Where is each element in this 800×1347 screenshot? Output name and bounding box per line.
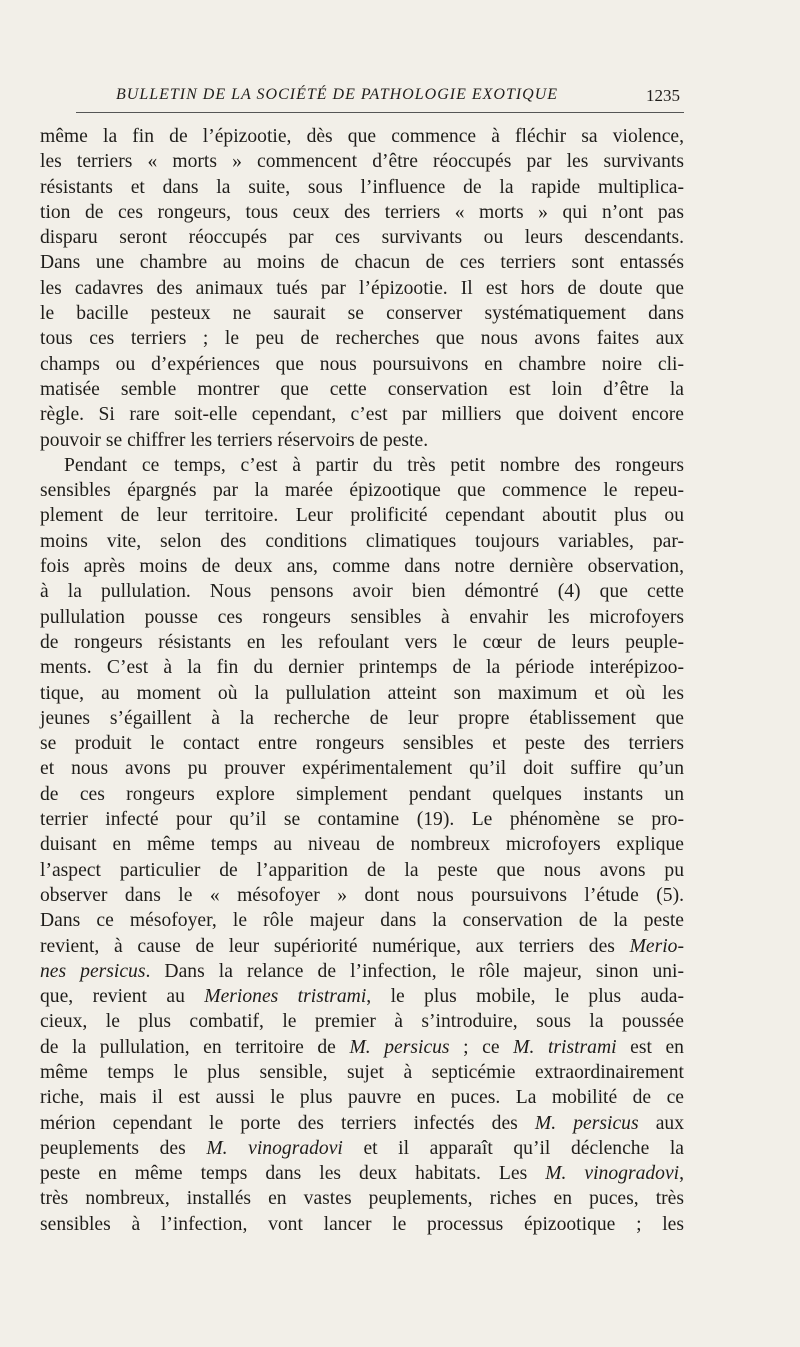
text-line: moins vite, selon des conditions climatiques toujours variables, par-	[40, 530, 684, 552]
text-line: se produit le contact entre rongeurs sensibles et peste des terriers	[40, 733, 684, 755]
text-line: champs ou d’expériences que nous poursuivons en chambre noire cli-	[40, 353, 684, 375]
text-line: Pendant ce temps, c’est à partir du très petit nombre des rongeurs	[64, 454, 684, 476]
text-line: fois après moins de deux ans, comme dans notre dernière observation,	[40, 556, 684, 578]
text-line: le bacille pesteux ne saurait se conserver systématiquement dans	[40, 303, 684, 325]
text-line: et nous avons pu prouver expérimentalement qu’il doit suffire qu’un	[40, 758, 684, 780]
text-line: de rongeurs résistants en les refoulant vers le cœur de leurs peuple-	[40, 631, 684, 653]
text-line: de ces rongeurs explore simplement pendant quelques instants un	[40, 783, 684, 805]
text-line: sensibles épargnés par la marée épizootique que commence le repeu-	[40, 480, 684, 502]
text-line: tique, au moment où la pullulation atteint son maximum et où les	[40, 682, 684, 704]
text-line: revient, à cause de leur supériorité numérique, aux terriers des Merio-	[40, 935, 684, 957]
text-line: les terriers « morts » commencent d’être réoccupés par les survivants	[40, 151, 684, 173]
text-line: les cadavres des animaux tués par l’épizootie. Il est hors de doute que	[40, 277, 684, 299]
text-line: riche, mais il est aussi le plus pauvre en puces. La mobilité de ce	[40, 1087, 684, 1109]
text-line: matisée semble montrer que cette conservation est loin d’être la	[40, 378, 684, 400]
text-line: nes persicus. Dans la relance de l’infection, le rôle majeur, sinon uni-	[40, 960, 685, 982]
text-line: même la fin de l’épizootie, dès que commence à fléchir sa violence,	[40, 126, 684, 147]
text-line: à la pullulation. Nous pensons avoir bien démontré (4) que cette	[40, 581, 684, 603]
text-line: pullulation pousse ces rongeurs sensibles à envahir les microfoyers	[40, 606, 684, 628]
text-line: résistants et dans la suite, sous l’influence de la rapide multiplica-	[40, 176, 684, 198]
text-line: pouvoir se chiffrer les terriers réservoirs de peste.	[40, 429, 429, 451]
running-header	[40, 82, 680, 112]
text-line: Dans une chambre au moins de chacun de ces terriers sont entassés	[40, 252, 684, 274]
text-line: ments. C’est à la fin du dernier printemps de la période interépizoo-	[40, 657, 684, 679]
page-number: 1235	[646, 86, 680, 105]
text-line: duisant en même temps au niveau de nombreux microfoyers explique	[40, 834, 684, 856]
text-line: peste en même temps dans les deux habitats. Les M. vinogradovi,	[40, 1163, 685, 1185]
header-rule	[76, 112, 684, 113]
text-line: terrier infecté pour qu’il se contamine (19). Le phénomène se pro-	[40, 809, 684, 831]
text-line: cieux, le plus combatif, le premier à s’introduire, sous la poussée	[40, 1011, 684, 1033]
text-line: observer dans le « mésofoyer » dont nous poursuivons l’étude (5).	[40, 884, 684, 906]
text-line: Dans ce mésofoyer, le rôle majeur dans la conservation de la peste	[40, 910, 684, 932]
journal-title: BULLETIN DE LA SOCIÉTÉ DE PATHOLOGIE EXOTIQUE	[116, 86, 559, 103]
text-line: peuplements des M. vinogradovi et il apparaît qu’il déclenche la	[40, 1137, 685, 1159]
text-line: tous ces terriers ; le peu de recherches que nous avons faites aux	[40, 328, 684, 350]
text-line: que, revient au Meriones tristrami, le plus mobile, le plus auda-	[40, 986, 684, 1008]
text-line: l’aspect particulier de l’apparition de la peste que nous avons pu	[40, 859, 684, 881]
text-line: mérion cependant le porte des terriers infectés des M. persicus aux	[40, 1112, 684, 1134]
text-line: règle. Si rare soit-elle cependant, c’est par milliers que doivent encore	[40, 404, 684, 426]
text-line: jeunes s’égaillent à la recherche de leur propre établissement que	[40, 707, 684, 729]
text-line: disparu seront réoccupés par ces survivants ou leurs descendants.	[40, 227, 684, 249]
text-line: tion de ces rongeurs, tous ceux des terriers « morts » qui n’ont pas	[40, 201, 684, 223]
text-line: sensibles à l’infection, vont lancer le processus épizootique ; les	[40, 1213, 684, 1235]
text-line: plement de leur territoire. Leur prolificité cependant aboutit plus ou	[40, 505, 684, 527]
body-text	[40, 124, 684, 1237]
text-line: même temps le plus sensible, sujet à septicémie extraordinairement	[40, 1061, 684, 1083]
text-line: très nombreux, installés en vastes peuplements, riches en puces, très	[40, 1188, 684, 1210]
text-line: de la pullulation, en territoire de M. persicus ; ce M. tristrami est en	[40, 1036, 684, 1058]
